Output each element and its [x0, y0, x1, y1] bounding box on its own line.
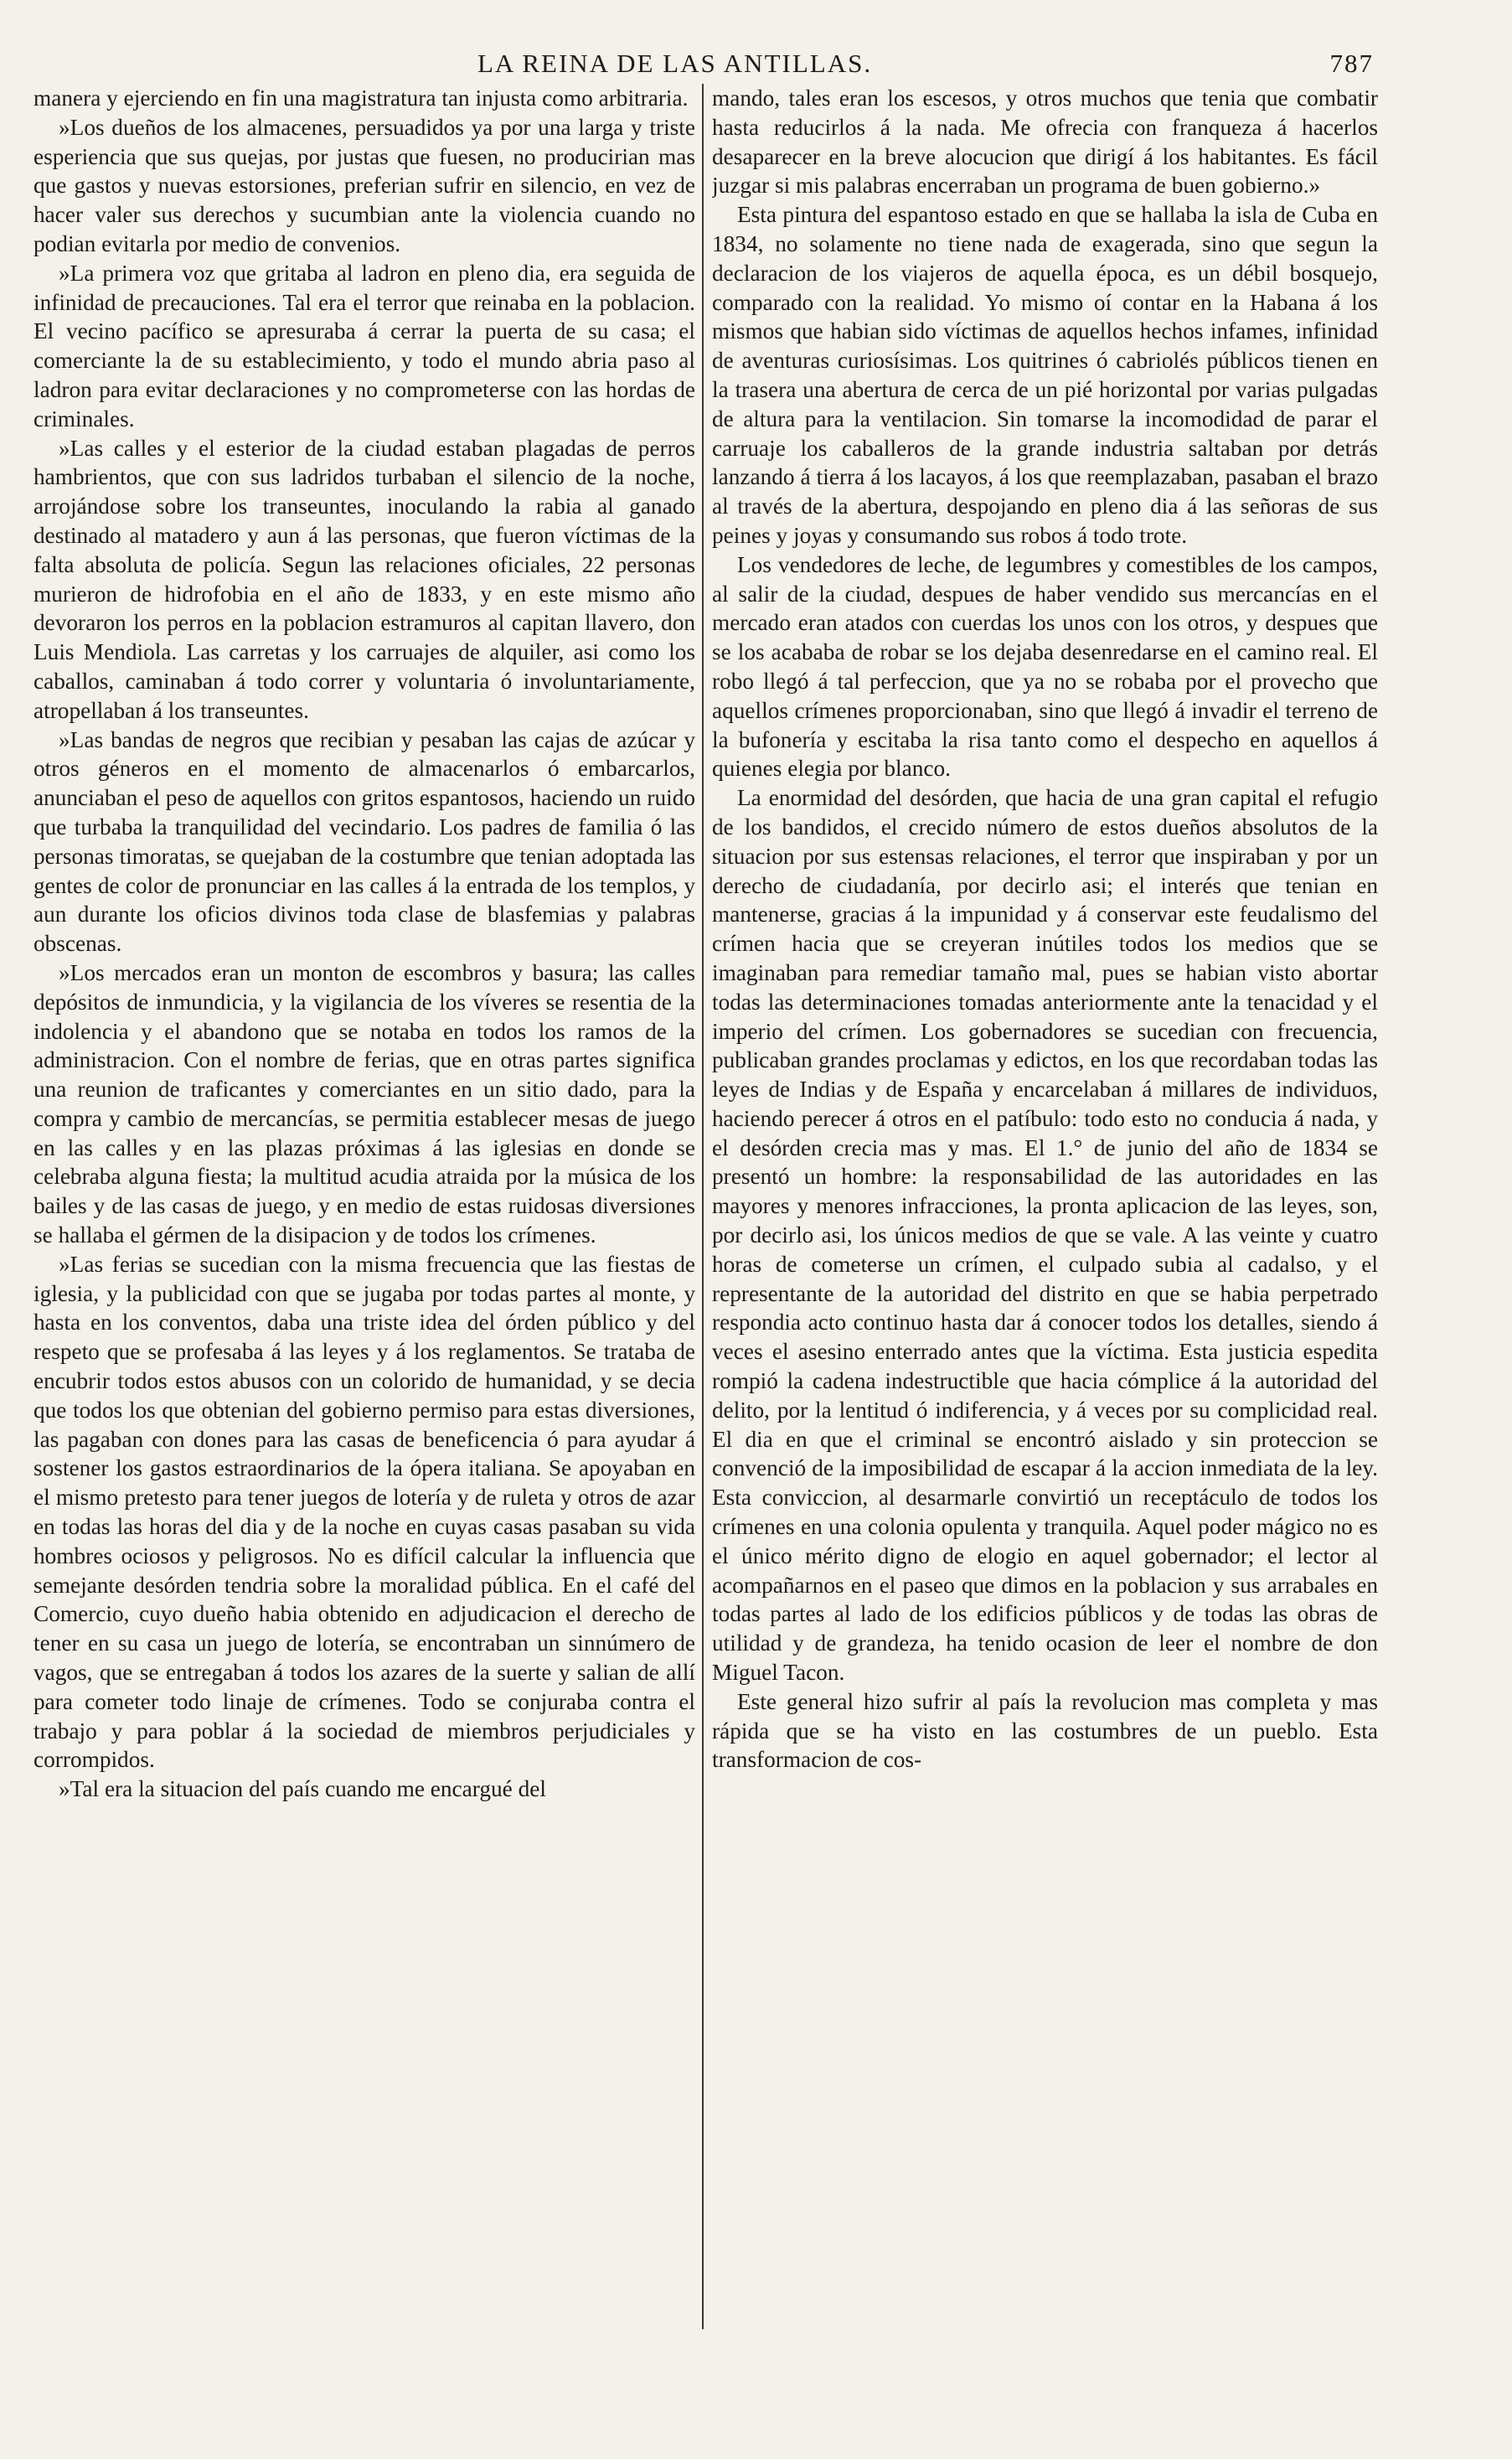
paragraph: »Las calles y el esterior de la ciudad estaban plagadas de perros hambrientos, que con sus ladridos turbaban el silencio de la noche, arrojándose sobre los transeuntes, inoculando la rabia al ganado destinado al matadero y aun á las personas, que fueron víctimas de la falta absoluta de policía. Segun las relaciones oficiales, 22 personas murieron de hidrofobia en el año de 1833, y en este mismo año devoraron los perros en la poblacion estramuros al capitan llavero, don Luis Mendiola. Las carretas y los carruajes de alquiler, asi como los caballos, caminaban á todo correr y voluntaria ó involuntariamente, atropellaban á los transeuntes. — [34, 435, 695, 723]
paragraph: »Las ferias se sucedian con la misma frecuencia que las fiestas de iglesia, y la publicidad con que se jugaba por todas partes al monte, y hasta en los conventos, daba una triste idea del órden público y del respeto que se profesaba á las leyes y á los reglamentos. Se trataba de encubrir todos estos abusos con un colorido de humanidad, y se decia que todos los que obtenian del gobierno permiso para estas diversiones, las pagaban con dones para las casas de beneficencia ó para ayudar á sostener los gastos estraordinarios de la ópera italiana. Se apoyaban en el mismo pretesto para tener juegos de lotería y de ruleta y otros de azar en todas las horas del dia y de la noche en cuyas casas pasaban su vida hombres ociosos y peligrosos. No es difícil calcular la influencia que semejante desórden tendria sobre la moralidad pública. En el café del Comercio, cuyo dueño habia obtenido en adjudicacion el derecho de tener en su casa un juego de lotería, se encontraban un sinnúmero de vagos, que se entregaban á todos los azares de la suerte y salian de allí para cometer todo linaje de crímenes. Todo se conjuraba contra el trabajo y para poblar á la sociedad de miembros perjudiciales y corrompidos. — [34, 1251, 695, 1773]
paragraph: La enormidad del desórden, que hacia de una gran capital el refugio de los bandidos, el crecido número de estos dueños absolutos de la situacion por sus estensas relaciones, el terror que inspiraban y por un derecho de ciudadanía, por decirlo asi; el interés que tenian en mantenerse, gracias á la impunidad y á conservar este feudalismo del crímen hacia que se creyeran inútiles todos los medios que se imaginaban para remediar tamaño mal, pues se habian visto abortar todas las determinaciones tomadas anteriormente ante la tenacidad y el imperio del crímen. Los gobernadores se sucedian con frecuencia, publicaban grandes proclamas y edictos, en los que recordaban todas las leyes de Indias y de España y encarcelaban á millares de individuos, haciendo perecer á otros en el patíbulo: todo esto no conducia á nada, y el desórden crecia mas y mas. El 1.° de junio del año de 1834 se presentó un hombre: la responsabilidad de las autoridades en las mayores y menores infracciones, la pronta aplicacion de las leyes, son, por decirlo asi, los únicos medios de que se vale. A las veinte y cuatro horas de cometerse un crímen, el culpado subia al cadalso, y el representante de la autoridad del distrito en que se habia perpetrado respondia acto continuo hasta dar á conocer todos los detalles, siendo á veces el asesino enterrado antes que la víctima. Esta justicia espedita rompió la cadena indestructible que hacia cómplice á la autoridad del delito, por la lentitud ó indiferencia, y á veces por su complicidad real. El dia en que el criminal se encontró aislado y sin proteccion se convenció de la imposibilidad de escapar á la accion inmediata de la ley. Esta conviccion, al desarmarle convirtió un receptáculo de todos los crímenes en una colonia opulenta y tranquila. Aquel poder mágico no es el único mérito digno de elogio en aquel gobernador; el lector al acompañarnos en el paseo que dimos en la poblacion y sus arrabales en todas partes al lado de los edificios públicos y de todas las obras de utilidad y de grandeza, ha tenido ocasion de leer el nombre de don Miguel Tacon. — [712, 785, 1378, 1686]
paragraph: »La primera voz que gritaba al ladron en pleno dia, era seguida de infinidad de precauciones. Tal era el terror que reinaba en la poblacion. El vecino pacífico se apresuraba á cerrar la puerta de su casa; el comerciante la de su establecimiento, y todo el mundo abria paso al ladron para evitar declaraciones y no comprometerse con las hordas de criminales. — [34, 260, 695, 431]
right-column — [712, 84, 1378, 2430]
column-divider — [702, 84, 704, 2329]
page-header — [34, 49, 1374, 85]
paragraph: Esta pintura del espantoso estado en que se hallaba la isla de Cuba en 1834, no solamente no tiene nada de exagerada, sino que segun la declaracion de los viajeros de aquella época, es un débil bosquejo, comparado con la realidad. Yo mismo oí contar en la Habana á los mismos que habian sido víctimas de aquellos hechos infames, infinidad de aventuras curiosísimas. Los quitrines ó cabriolés públicos tienen en la trasera una abertura de cerca de un pié horizontal por varias pulgadas de altura para la ventilacion. Sin tomarse la incomodidad de parar el carruaje los caballeros de la grande industria saltaban por detrás lanzando á tierra á los lacayos, á los que reemplazaban, pasaban el brazo al través de la abertura, despojando en pleno dia á las señoras de sus peines y joyas y consumando sus robos á todo trote. — [712, 202, 1378, 548]
paragraph: manera y ejerciendo en fin una magistratura tan injusta como arbitraria. — [34, 85, 689, 111]
left-column — [34, 84, 695, 2430]
page-number: 787 — [1329, 49, 1374, 78]
paragraph: »Las bandas de negros que recibian y pesaban las cajas de azúcar y otros géneros en el momento de almacenarlos ó embarcarlos, anunciaban el peso de aquellos con gritos espantosos, haciendo un ruido que turbaba la tranquilidad del vecindario. Los padres de familia ó las personas timoratas, se quejaban de la costumbre que tenian adoptada las gentes de color de pronunciar en las calles á la entrada de los templos, y aun durante los oficios divinos toda clase de blasfemias y palabras obscenas. — [34, 726, 695, 957]
paragraph: mando, tales eran los escesos, y otros muchos que tenia que combatir hasta reducirlos á la nada. Me ofrecia con franqueza á hacerlos desaparecer en la breve alocucion que dirigí á los habitantes. Es fácil juzgar si mis palabras encerraban un programa de buen gobierno.» — [712, 85, 1378, 199]
running-title: LA REINA DE LAS ANTILLAS. — [477, 49, 873, 78]
paragraph: Este general hizo sufrir al país la revolucion mas completa y mas rápida que se ha visto en las costumbres de un pueblo. Esta transformacion de cos- — [712, 1688, 1378, 1773]
paragraph: »Tal era la situacion del país cuando me encargué del — [59, 1776, 546, 1802]
paragraph: Los vendedores de leche, de legumbres y comestibles de los campos, al salir de la ciudad, despues de haber vendido sus mercancías en el mercado eran atados con cuerdas los unos con los otros, y despues que se los acababa de robar se los dejaba desenredarse en el camino real. El robo llegó á tal perfeccion, que ya no se robaba por el provecho que aquellos crímenes proporcionaban, sino que llegó á invadir el terreno de la bufonería y escitaba la risa tanto como el despecho en aquellos á quienes elegia por blanco. — [712, 551, 1378, 782]
paragraph: »Los mercados eran un monton de escombros y basura; las calles depósitos de inmundicia, y la vigilancia de los víveres se resentia de la indolencia y el abandono que se notaba en todos los ramos de la administracion. Con el nombre de ferias, que en otras partes significa una reunion de traficantes y comerciantes en un sitio dado, para la compra y cambio de mercancías, se permitia establecer mesas de juego en las calles y en las plazas próximas á las iglesias en donde se celebraba alguna fiesta; la multitud acudia atraida por la música de los bailes y de las casas de juego, y en medio de estas ruidosas diversiones se hallaba el gérmen de la disipacion y de todos los crímenes. — [34, 959, 695, 1248]
paragraph: »Los dueños de los almacenes, persuadidos ya por una larga y triste esperiencia que sus quejas, por justas que fuesen, no producirian mas que gastos y nuevas estorsiones, preferian sufrir en silencio, en vez de hacer valer sus derechos y sucumbian ante la violencia cuando no podian evitarla por medio de convenios. — [34, 114, 695, 256]
